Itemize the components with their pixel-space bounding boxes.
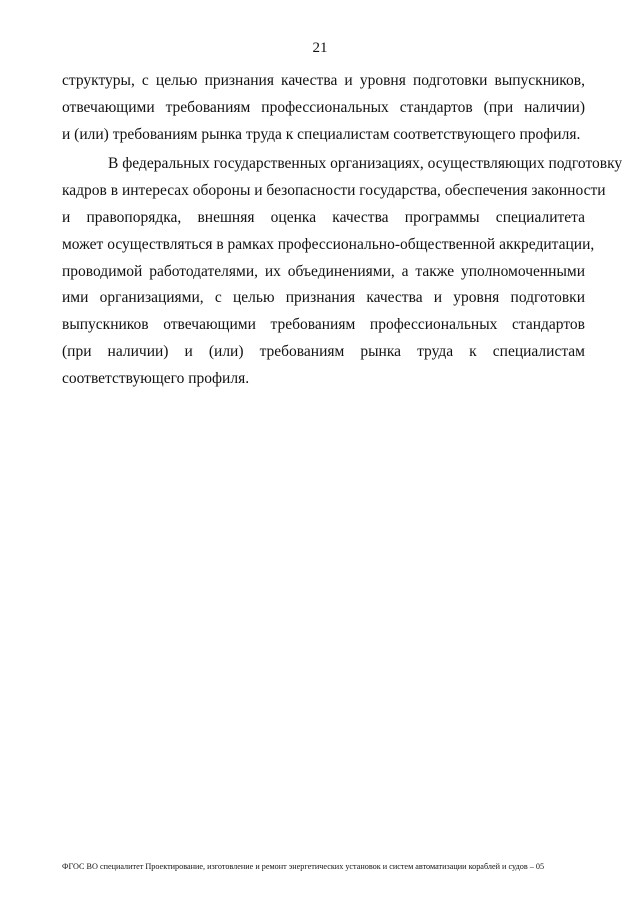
text-line: (при наличии) и (или) требованиям рынка труда к специалистам — [62, 342, 585, 360]
paragraph — [62, 68, 585, 148]
text-line: выпускников отвечающими требованиям профессиональных стандартов — [62, 316, 585, 334]
text-line: и правопорядка, внешняя оценка качества программы специалитета — [62, 208, 585, 226]
page-number: 21 — [312, 40, 328, 56]
page-footer: ФГОС ВО специалитет Проектирование, изготовление и ремонт энергетических установок и систем автоматизации кораблей и судов – 05 — [62, 862, 545, 871]
paragraph — [62, 151, 623, 392]
text-line: соответствующего профиля. — [62, 369, 250, 387]
text-line: ими организациями, с целью признания качества и уровня подготовки — [62, 289, 585, 307]
text-line: и (или) требованиям рынка труда к специалистам соответствующего профиля. — [62, 125, 581, 143]
text-line: может осуществляться в рамках профессионально-общественной аккредитации, — [62, 235, 595, 253]
text-line: проводимой работодателями, их объединениями, а также уполномоченными — [62, 262, 585, 280]
document-body — [62, 68, 623, 393]
text-line: отвечающими требованиям профессиональных стандартов (при наличии) — [62, 98, 585, 116]
text-line: В федеральных государственных организациях, осуществляющих подготовку — [108, 155, 623, 173]
text-line: структуры, с целью признания качества и уровня подготовки выпускников, — [62, 72, 585, 89]
text-line: кадров в интересах обороны и безопасности государства, обеспечения законности — [62, 182, 606, 200]
